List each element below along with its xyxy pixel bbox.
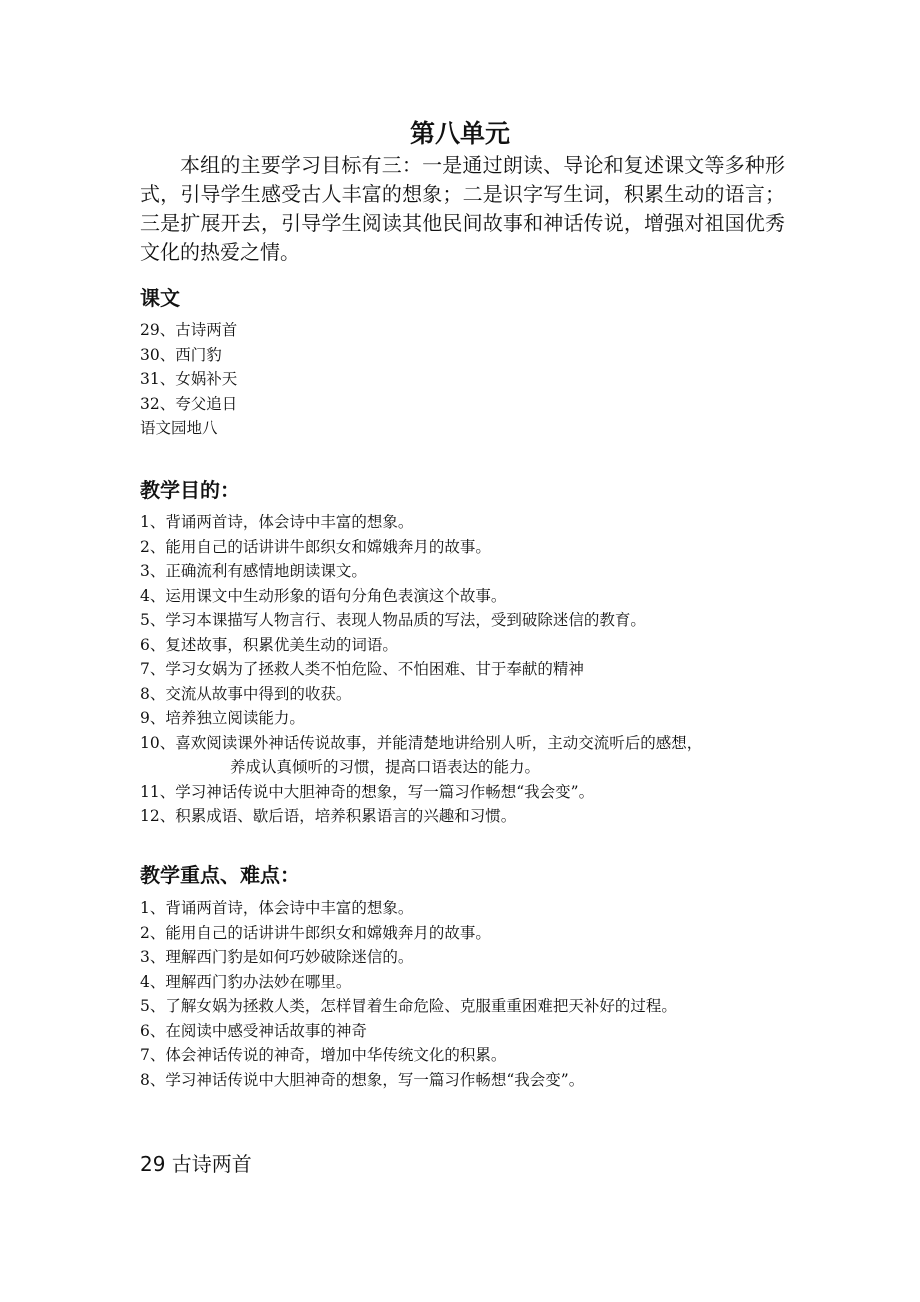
- key-points-list: [140, 896, 677, 1092]
- list-item: 7、学习女娲为了拯救人类不怕危险、不怕困难、甘于奉献的精神: [140, 660, 584, 678]
- list-item: 11、学习神话传说中大胆神奇的想象，写一篇习作畅想“我会变”。: [140, 782, 595, 801]
- list-item: 4、理解西门豹办法妙在哪里。: [140, 972, 352, 991]
- key-points-heading: 教学重点、难点：: [140, 863, 300, 887]
- list-item: 31、女娲补天: [140, 370, 238, 388]
- goals-heading: 教学目的：: [140, 478, 240, 502]
- list-item: 语文园地八: [140, 419, 218, 437]
- list-item: 30、西门豹: [140, 345, 222, 364]
- section-heading-lesson-29: 29 古诗两首: [140, 1152, 252, 1176]
- list-item: 3、理解西门豹是如何巧妙破除迷信的。: [140, 948, 414, 966]
- list-item: 29、古诗两首: [140, 321, 238, 339]
- list-item-continuation: 养成认真倾听的习惯，提高口语表达的能力。: [230, 758, 541, 776]
- list-item: 1、背诵两首诗，体会诗中丰富的想象。: [140, 899, 414, 917]
- page-title: 第八单元: [409, 119, 510, 148]
- list-item: 32、夸父追日: [140, 394, 238, 413]
- list-item: 2、能用自己的话讲讲牛郎织女和嫦娥奔月的故事。: [140, 537, 491, 556]
- intro-paragraph: 本组的主要学习目标有三：一是通过朗读、导论和复述课文等多种形式，引导学生感受古人丰富的想象；二是识字写生词，积累生动的语言；三是扩展开去，引导学生阅读其他民间故事和神话传说，增强对祖国优秀文化的热爱之情。: [140, 153, 785, 264]
- list-item: 8、学习神话传说中大胆神奇的想象，写一篇习作畅想“我会变”。: [140, 1070, 585, 1089]
- list-item: 6、复述故事，积累优美生动的词语。: [140, 635, 398, 654]
- goals-list: [140, 510, 702, 829]
- list-item: 7、体会神话传说的神奇，增加中华传统文化的积累。: [140, 1046, 507, 1064]
- list-item: 8、交流从故事中得到的收获。: [140, 684, 352, 703]
- lessons-heading: 课文: [140, 286, 180, 310]
- list-item: 1、背诵两首诗，体会诗中丰富的想象。: [140, 513, 414, 531]
- list-item: 6、在阅读中感受神话故事的神奇: [140, 1021, 367, 1040]
- list-item: 3、正确流利有感情地朗读课文。: [140, 562, 367, 580]
- list-item: 10、喜欢阅读课外神话传说故事，并能清楚地讲给别人听，主动交流听后的感想，: [140, 733, 703, 752]
- list-item: 12、积累成语、歇后语，培养积累语言的兴趣和习惯。: [140, 807, 517, 825]
- list-item: 9、培养独立阅读能力。: [140, 709, 305, 727]
- list-item: 5、学习本课描写人物言行、表现人物品质的写法，受到破除迷信的教育。: [140, 611, 646, 629]
- list-item: 2、能用自己的话讲讲牛郎织女和嫦娥奔月的故事。: [140, 923, 491, 942]
- list-item: 5、了解女娲为拯救人类，怎样冒着生命危险、克服重重困难把天补好的过程。: [140, 997, 677, 1015]
- list-item: 4、运用课文中生动形象的语句分角色表演这个故事。: [140, 586, 507, 605]
- lessons-list: [140, 318, 237, 441]
